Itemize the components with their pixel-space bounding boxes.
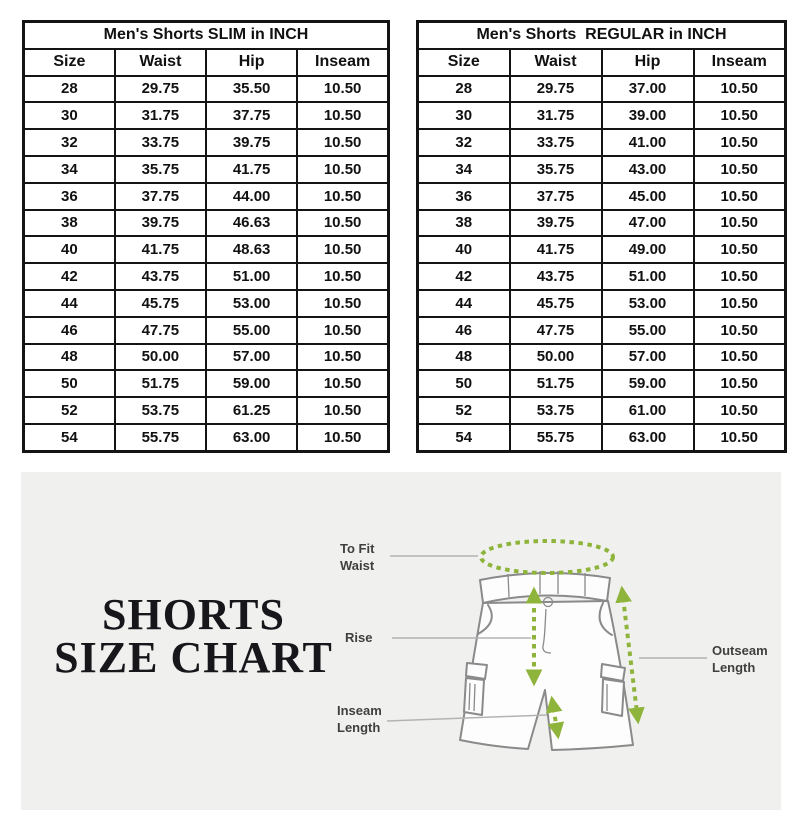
table-cell: 41.75 <box>115 236 206 263</box>
table-cell: 10.50 <box>297 236 388 263</box>
table-row <box>418 129 786 156</box>
table-cell: 55.75 <box>115 424 206 451</box>
table-cell: 28 <box>24 76 115 103</box>
table-cell: 57.00 <box>602 344 694 371</box>
table-cell: 38 <box>418 210 510 237</box>
table-cell: 53.75 <box>510 397 602 424</box>
table-cell: 32 <box>418 129 510 156</box>
table-cell: 46.63 <box>206 210 297 237</box>
table-cell: 10.50 <box>297 210 388 237</box>
table-cell: 51.75 <box>510 370 602 397</box>
table-cell: 10.50 <box>297 129 388 156</box>
label-outseam-length: Outseam Length <box>712 643 768 675</box>
regular-size-table <box>416 20 787 453</box>
table-row <box>418 183 786 210</box>
table-cell: 29.75 <box>510 76 602 103</box>
table-cell: 42 <box>24 263 115 290</box>
table-cell: 49.00 <box>602 236 694 263</box>
table-row <box>418 156 786 183</box>
table-cell: 10.50 <box>694 76 786 103</box>
table-cell: 43.00 <box>602 156 694 183</box>
slim-table-header-row <box>24 49 389 76</box>
table-row <box>418 424 786 451</box>
table-cell: 35.75 <box>115 156 206 183</box>
table-cell: 10.50 <box>694 210 786 237</box>
table-cell: 41.00 <box>602 129 694 156</box>
table-cell: 63.00 <box>206 424 297 451</box>
column-header-hip: Hip <box>206 49 297 76</box>
table-cell: 10.50 <box>694 424 786 451</box>
table-cell: 50 <box>24 370 115 397</box>
table-row <box>24 210 389 237</box>
table-cell: 37.00 <box>602 76 694 103</box>
table-cell: 10.50 <box>297 397 388 424</box>
slim-size-table <box>22 20 390 453</box>
table-row <box>24 370 389 397</box>
table-cell: 33.75 <box>510 129 602 156</box>
table-cell: 48 <box>418 344 510 371</box>
column-header-hip: Hip <box>602 49 694 76</box>
table-cell: 10.50 <box>297 370 388 397</box>
table-cell: 55.00 <box>602 317 694 344</box>
table-row <box>24 344 389 371</box>
column-header-size: Size <box>24 49 115 76</box>
table-row <box>418 236 786 263</box>
label-inseam-length: Inseam Length <box>337 703 382 735</box>
table-cell: 10.50 <box>297 290 388 317</box>
table-cell: 31.75 <box>115 102 206 129</box>
column-header-waist: Waist <box>115 49 206 76</box>
table-cell: 28 <box>418 76 510 103</box>
column-header-inseam: Inseam <box>297 49 388 76</box>
table-cell: 61.25 <box>206 397 297 424</box>
table-cell: 10.50 <box>297 424 388 451</box>
table-cell: 34 <box>418 156 510 183</box>
slim-table-title: Men's Shorts SLIM in INCH <box>24 22 389 49</box>
panel-title-line2: SIZE CHART <box>54 633 333 682</box>
table-row <box>418 370 786 397</box>
table-cell: 35.50 <box>206 76 297 103</box>
table-cell: 32 <box>24 129 115 156</box>
table-cell: 36 <box>418 183 510 210</box>
table-cell: 10.50 <box>694 397 786 424</box>
table-cell: 48.63 <box>206 236 297 263</box>
regular-table-header-row <box>418 49 786 76</box>
table-cell: 57.00 <box>206 344 297 371</box>
table-cell: 10.50 <box>694 317 786 344</box>
table-cell: 51.00 <box>602 263 694 290</box>
table-cell: 44 <box>24 290 115 317</box>
table-cell: 48 <box>24 344 115 371</box>
table-cell: 10.50 <box>694 344 786 371</box>
table-cell: 35.75 <box>510 156 602 183</box>
table-cell: 50.00 <box>115 344 206 371</box>
table-cell: 29.75 <box>115 76 206 103</box>
table-cell: 53.75 <box>115 397 206 424</box>
table-row <box>418 210 786 237</box>
table-cell: 43.75 <box>115 263 206 290</box>
table-cell: 45.75 <box>510 290 602 317</box>
table-cell: 10.50 <box>297 76 388 103</box>
table-row <box>24 76 389 103</box>
table-row <box>24 102 389 129</box>
table-cell: 34 <box>24 156 115 183</box>
table-cell: 54 <box>24 424 115 451</box>
table-row <box>24 397 389 424</box>
table-cell: 59.00 <box>602 370 694 397</box>
table-cell: 55.00 <box>206 317 297 344</box>
table-cell: 45.00 <box>602 183 694 210</box>
regular-table-title: Men's Shorts REGULAR in INCH <box>418 22 786 49</box>
table-cell: 10.50 <box>694 129 786 156</box>
column-header-size: Size <box>418 49 510 76</box>
table-row <box>24 290 389 317</box>
table-cell: 10.50 <box>297 156 388 183</box>
table-cell: 47.00 <box>602 210 694 237</box>
table-cell: 10.50 <box>694 156 786 183</box>
table-row <box>24 183 389 210</box>
table-cell: 39.75 <box>510 210 602 237</box>
table-row <box>418 290 786 317</box>
table-cell: 47.75 <box>115 317 206 344</box>
table-cell: 37.75 <box>115 183 206 210</box>
table-cell: 10.50 <box>297 263 388 290</box>
table-row <box>24 263 389 290</box>
table-row <box>24 129 389 156</box>
table-cell: 10.50 <box>694 236 786 263</box>
table-cell: 45.75 <box>115 290 206 317</box>
table-cell: 51.75 <box>115 370 206 397</box>
panel-title <box>21 590 366 682</box>
table-cell: 50.00 <box>510 344 602 371</box>
table-cell: 40 <box>418 236 510 263</box>
table-cell: 59.00 <box>206 370 297 397</box>
panel-title-line1: SHORTS <box>102 590 285 639</box>
cargo-pocket-right <box>601 664 625 716</box>
table-cell: 55.75 <box>510 424 602 451</box>
table-row <box>24 424 389 451</box>
table-cell: 54 <box>418 424 510 451</box>
table-cell: 41.75 <box>206 156 297 183</box>
table-cell: 53.00 <box>206 290 297 317</box>
table-cell: 46 <box>418 317 510 344</box>
table-cell: 10.50 <box>694 102 786 129</box>
table-row <box>24 317 389 344</box>
table-row <box>418 344 786 371</box>
shorts-outline-drawing <box>460 571 633 750</box>
table-row <box>418 397 786 424</box>
table-cell: 30 <box>24 102 115 129</box>
table-cell: 33.75 <box>115 129 206 156</box>
table-cell: 40 <box>24 236 115 263</box>
table-cell: 43.75 <box>510 263 602 290</box>
table-cell: 30 <box>418 102 510 129</box>
table-cell: 10.50 <box>694 290 786 317</box>
table-cell: 39.75 <box>206 129 297 156</box>
table-row <box>418 317 786 344</box>
table-cell: 63.00 <box>602 424 694 451</box>
table-cell: 52 <box>418 397 510 424</box>
table-cell: 10.50 <box>297 102 388 129</box>
table-row <box>418 263 786 290</box>
waist-measure-ellipse <box>481 541 613 573</box>
table-cell: 10.50 <box>297 344 388 371</box>
table-cell: 42 <box>418 263 510 290</box>
table-cell: 36 <box>24 183 115 210</box>
table-row <box>418 76 786 103</box>
shorts-diagram-panel <box>21 472 781 810</box>
table-cell: 10.50 <box>297 317 388 344</box>
table-cell: 10.50 <box>694 183 786 210</box>
table-row <box>24 156 389 183</box>
table-cell: 44 <box>418 290 510 317</box>
table-cell: 44.00 <box>206 183 297 210</box>
table-cell: 51.00 <box>206 263 297 290</box>
table-cell: 61.00 <box>602 397 694 424</box>
table-cell: 37.75 <box>510 183 602 210</box>
table-cell: 50 <box>418 370 510 397</box>
table-cell: 31.75 <box>510 102 602 129</box>
label-rise: Rise <box>345 630 373 645</box>
column-header-inseam: Inseam <box>694 49 786 76</box>
column-header-waist: Waist <box>510 49 602 76</box>
table-cell: 52 <box>24 397 115 424</box>
table-cell: 47.75 <box>510 317 602 344</box>
table-row <box>418 102 786 129</box>
table-cell: 39.00 <box>602 102 694 129</box>
table-cell: 38 <box>24 210 115 237</box>
table-cell: 10.50 <box>694 370 786 397</box>
table-row <box>24 236 389 263</box>
table-cell: 10.50 <box>297 183 388 210</box>
table-cell: 41.75 <box>510 236 602 263</box>
table-cell: 46 <box>24 317 115 344</box>
label-to-fit-waist: To Fit Waist <box>340 541 375 573</box>
table-cell: 53.00 <box>602 290 694 317</box>
table-cell: 37.75 <box>206 102 297 129</box>
table-cell: 10.50 <box>694 263 786 290</box>
table-cell: 39.75 <box>115 210 206 237</box>
